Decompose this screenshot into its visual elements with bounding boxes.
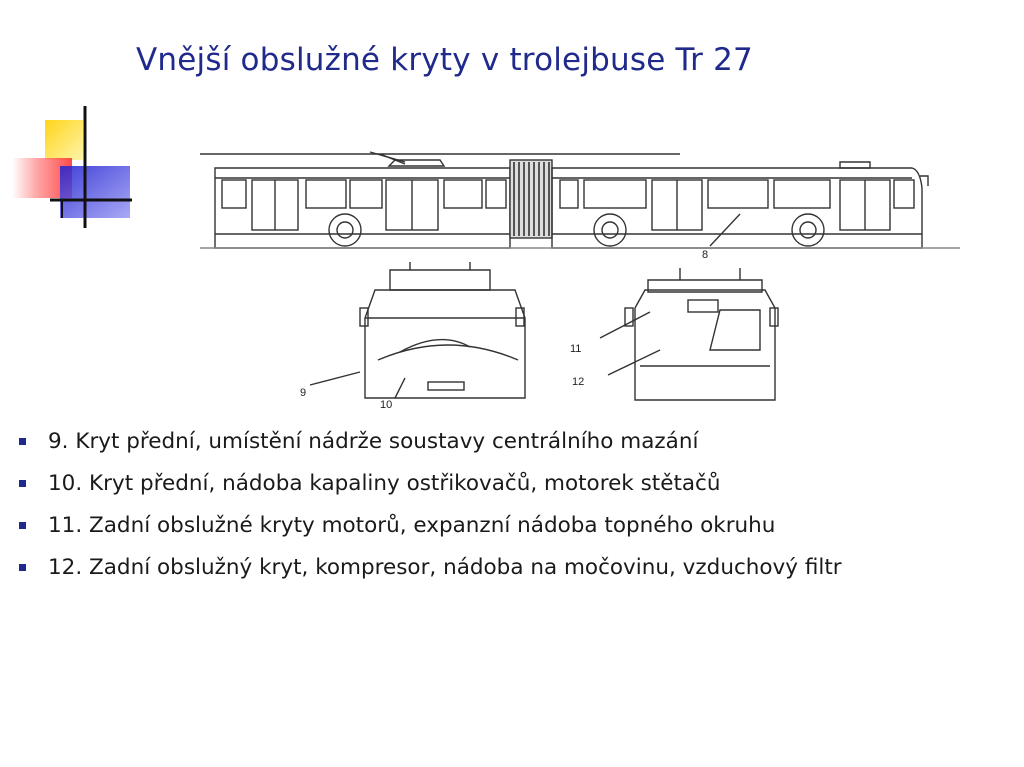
label-9: 9 bbox=[300, 387, 307, 399]
bullet-item bbox=[10, 463, 1010, 505]
slide-title: Vnější obslužné kryty v trolejbuse Tr 27 bbox=[136, 42, 753, 78]
bullet-square-icon bbox=[19, 480, 26, 487]
label-12: 12 bbox=[572, 376, 585, 388]
bullet-text: 11. Zadní obslužné kryty motorů, expanzní nádoba topného okruhu bbox=[48, 513, 776, 538]
bullet-item bbox=[10, 421, 1010, 463]
label-8: 8 bbox=[702, 249, 709, 261]
bullet-square-icon bbox=[19, 522, 26, 529]
bullet-square-icon bbox=[19, 438, 26, 445]
trolleybus-drawing bbox=[200, 140, 960, 415]
bullet-square-icon bbox=[19, 564, 26, 571]
label-10: 10 bbox=[380, 399, 393, 411]
bullet-list bbox=[10, 421, 1010, 589]
decorative-squares-logo bbox=[0, 100, 150, 240]
bullet-item bbox=[10, 505, 1010, 547]
bullet-text: 9. Kryt přední, umístění nádrže soustavy centrálního mazání bbox=[48, 429, 699, 454]
label-11: 11 bbox=[570, 343, 582, 355]
bullet-item bbox=[10, 547, 1010, 589]
bullet-text: 10. Kryt přední, nádoba kapaliny ostřikovačů, motorek stětačů bbox=[48, 471, 721, 496]
bullet-text: 12. Zadní obslužný kryt, kompresor, nádoba na močovinu, vzduchový filtr bbox=[48, 555, 842, 580]
